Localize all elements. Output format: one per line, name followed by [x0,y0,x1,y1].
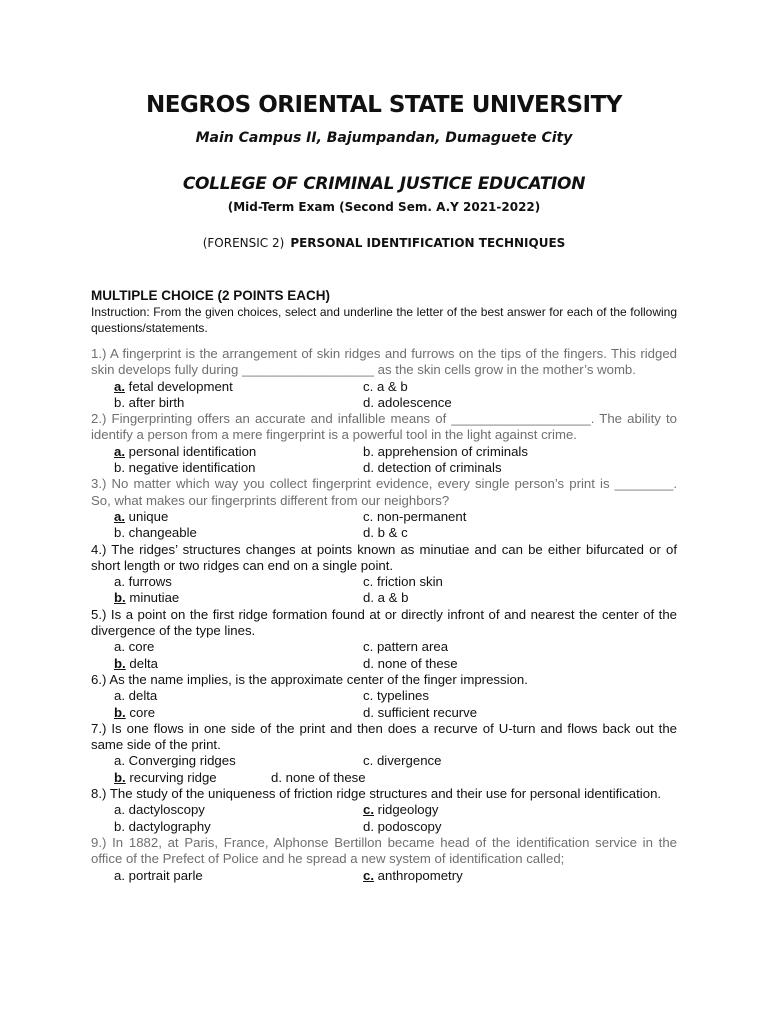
option-item [363,688,677,704]
option-item [114,444,363,460]
option-text: friction skin [376,574,443,590]
option-text: a & b [377,590,409,606]
question-text: 8.) The study of the uniqueness of friction ridge structures and their use for personal identification. [91,786,662,802]
option-item [363,574,677,590]
option-item [114,590,363,606]
answer-options [91,688,677,721]
question-text: 4.) The ridges’ structures changes at points known as minutiae and can be either bifurcated or of short length or two ridges can end on a single point. [91,541,677,573]
option-letter: d. [271,769,282,785]
option-text: non-permanent [376,508,467,524]
option-letter-underlined: a. [114,378,125,394]
option-letter-underlined: c. [363,867,374,883]
option-letter: d. [363,460,374,476]
question-text: 3.) No matter which way you collect fingerprint evidence, every single person’s print is ________. So, what makes our fingerprints different from our neighbors? [91,476,677,508]
option-item [114,656,363,672]
option-text: fetal development [128,378,233,394]
college-name: COLLEGE OF CRIMINAL JUSTICE EDUCATION [182,174,586,194]
option-item [363,444,677,460]
option-letter: b. [114,525,125,541]
exam-body [91,288,677,884]
option-text: recurving ridge [129,769,217,785]
question-text: 6.) As the name implies, is the approximate center of the finger impression. [91,671,528,687]
option-letter-underlined: c. [363,802,374,818]
option-item [363,802,677,818]
exam-term: (Mid-Term Exam (Second Sem. A.Y 2021-2022) [227,200,541,214]
option-text: none of these [285,769,366,785]
option-item [114,705,363,721]
option-text: detection of criminals [377,460,502,476]
option-letter: c. [363,574,374,590]
option-item [363,395,677,411]
subject-code: (FORENSIC 2) [202,236,285,250]
option-item [363,656,677,672]
option-item [114,819,363,835]
instruction-text: Instruction: From the given choices, select and underline the letter of the best answer for each of the following questions/statements. [91,305,677,335]
option-text: portrait parle [128,867,203,883]
option-item [363,819,677,835]
option-text: negative identification [128,460,256,476]
option-text: none of these [377,655,458,671]
question-text: 1.) A fingerprint is the arrangement of skin ridges and furrows on the tips of the fingers. This ridged skin develops fully during __________________ as the skin cells grow in the mother’s womb. [91,346,677,378]
option-item [363,525,677,541]
answer-options [91,639,677,672]
option-letter: d. [363,704,374,720]
option-item [271,770,677,786]
option-letter: a. [114,867,125,883]
option-text: Converging ridges [128,753,236,769]
university-name: NEGROS ORIENTAL STATE UNIVERSITY [146,92,622,118]
option-letter: c. [363,639,374,655]
option-letter: b. [114,394,125,410]
option-text: unique [128,508,169,524]
option-item [114,753,363,769]
option-text: ridgeology [377,802,439,818]
subject-line [0,236,768,250]
option-item [114,574,363,590]
answer-options [91,379,677,412]
option-item [114,379,363,395]
question-text: 5.) Is a point on the first ridge formation found at or directly infront of and nearest the center of the divergence of the type lines. [91,606,677,639]
option-item [114,688,363,704]
option-item [114,509,363,525]
option-letter: a. [114,639,125,655]
answer-options [91,574,677,607]
option-item [363,509,677,525]
option-letter: a. [114,574,125,590]
option-letter: c. [363,688,374,704]
campus-address: Main Campus II, Bajumpandan, Dumaguete City [195,130,573,146]
option-letter: b. [363,443,374,459]
option-text: divergence [376,753,442,769]
subject-title: PERSONAL IDENTIFICATION TECHNIQUES [290,236,566,250]
option-letter: d. [363,525,374,541]
option-letter: b. [114,818,125,834]
option-item [114,868,363,884]
option-text: a & b [376,378,408,394]
option-text: core [129,704,156,720]
option-item [114,802,363,818]
option-letter: a. [114,753,125,769]
option-text: minutiae [129,590,180,606]
option-text: sufficient recurve [377,704,478,720]
option-text: after birth [128,394,185,410]
option-item [114,460,363,476]
option-item [114,395,363,411]
option-item [363,753,677,769]
option-text: apprehension of criminals [377,443,528,459]
option-item [363,460,677,476]
option-letter-underlined: a. [114,443,125,459]
option-letter: c. [363,508,374,524]
section-title: MULTIPLE CHOICE (2 POINTS EACH) [91,288,331,303]
option-item [363,868,677,884]
option-text: furrows [128,574,172,590]
option-letter: c. [363,753,374,769]
option-item [363,590,677,606]
answer-options [91,444,677,477]
answer-options [91,770,677,786]
option-text: core [128,639,155,655]
answer-options [91,509,677,542]
option-text: personal identification [128,443,257,459]
answer-options [91,868,677,884]
answer-options [91,802,677,835]
option-letter: a. [114,802,125,818]
option-text: adolescence [377,394,452,410]
option-letter: d. [363,394,374,410]
option-text: b & c [377,525,408,541]
option-text: delta [129,655,159,671]
option-letter: d. [363,655,374,671]
option-item [363,379,677,395]
option-text: dactyloscopy [128,802,205,818]
option-text: pattern area [376,639,449,655]
option-letter: c. [363,378,374,394]
question-text: 2.) Fingerprinting offers an accurate and infallible means of ___________________. The ability to identify a person from a mere fingerprint is a powerful tool in the light against crime. [91,411,677,443]
option-text: typelines [376,688,429,704]
option-item [114,639,363,655]
question-text: 7.) Is one flows in one side of the print and then does a recurve of U-turn and flows back out the same side of the print. [91,720,677,753]
option-item [114,770,271,786]
option-letter-underlined: b. [114,769,126,785]
option-letter-underlined: a. [114,508,125,524]
option-item [114,525,363,541]
option-text: podoscopy [377,818,442,834]
question-text: 9.) In 1882, at Paris, France, Alphonse Bertillon became head of the identification service in the office of the Prefect of Police and he spread a new system of identification called; [91,834,677,867]
option-text: delta [128,688,158,704]
option-text: changeable [128,525,197,541]
option-letter-underlined: b. [114,655,126,671]
answer-options [91,753,677,769]
option-text: dactylography [128,818,211,834]
option-letter: b. [114,460,125,476]
option-text: anthropometry [377,867,463,883]
option-letter-underlined: b. [114,704,126,720]
option-item [363,705,677,721]
option-letter: d. [363,590,374,606]
option-item [363,639,677,655]
option-letter-underlined: b. [114,590,126,606]
option-letter: d. [363,818,374,834]
option-letter: a. [114,688,125,704]
